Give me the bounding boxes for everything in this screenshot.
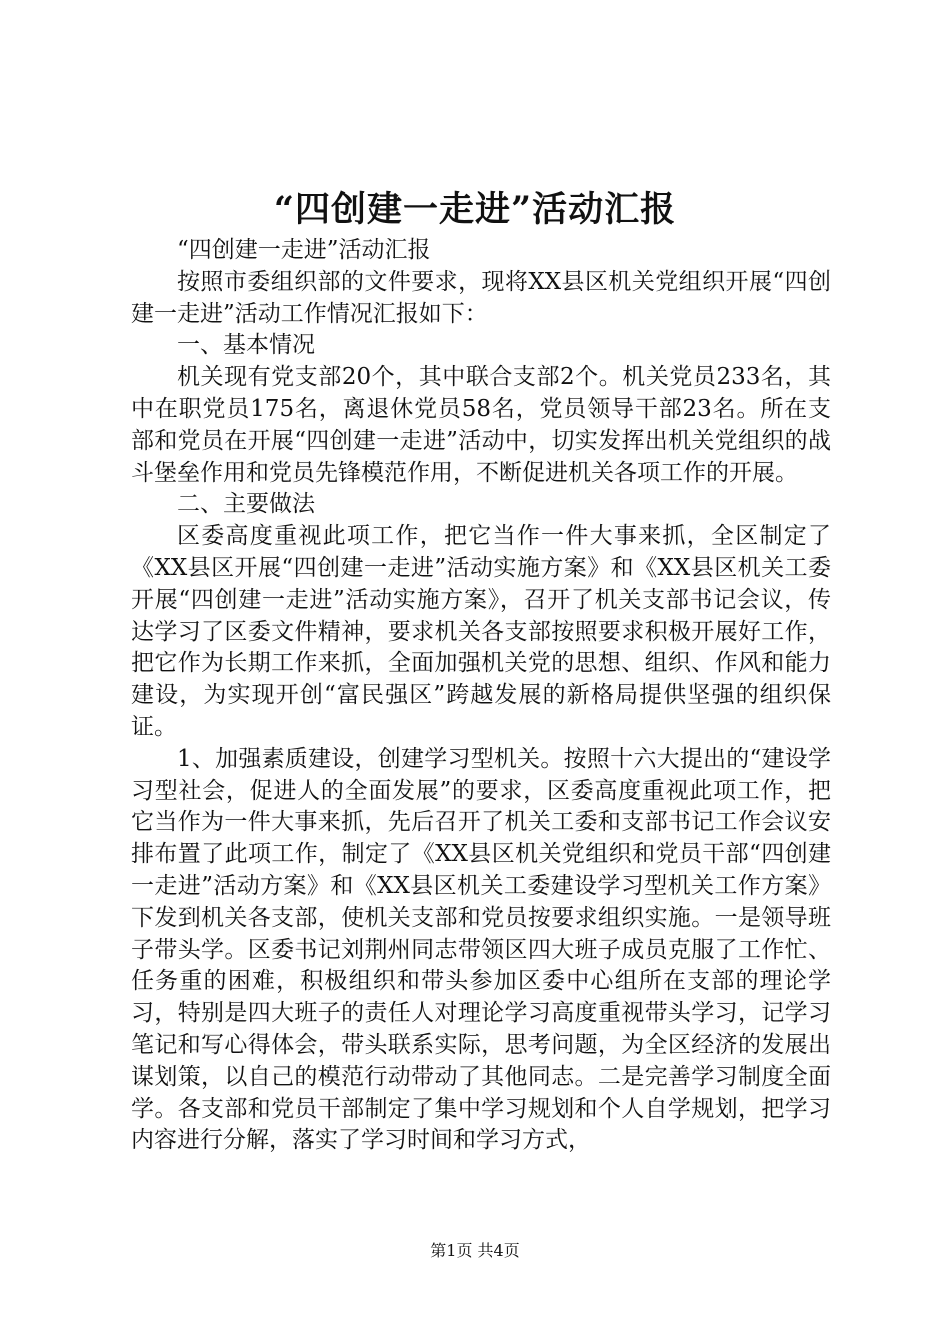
page-number-footer: 第1页 共4页 (430, 1241, 520, 1260)
section-heading-basic: 一、基本情况 (177, 332, 315, 359)
paragraph-methods: 区委高度重视此项工作，把它当作一件大事来抓，全区制定了《XX县区开展“四创建一走进”活动实施方案》和《XX县区机关工委开展“四创建一走进”活动实施方案》，召开了机关支部书记会议，传达学习了区委文件精神，要求机关各支部按照要求积极开展好工作，把它作为长期工作来抓，全面加强机关党的思想、组织、作风和能力建设，为实现开创“富民强区”跨越发展的新格局提供坚强的组织保证。 (131, 523, 831, 740)
paragraph-subtitle: “四创建一走进”活动汇报 (177, 237, 431, 263)
document-body (131, 235, 831, 1157)
paragraph-intro: 按照市委组织部的文件要求，现将XX县区机关党组织开展“四创建一走进”活动工作情况汇报如下： (131, 268, 831, 327)
section-heading-methods: 二、主要做法 (177, 491, 315, 518)
paragraph-item-1: 1、加强素质建设，创建学习型机关。按照十六大提出的“建设学习型社会，促进人的全面发展”的要求，区委高度重视此项工作，把它当作为一件大事来抓，先后召开了机关工委和支部书记工作会议安排布置了此项工作，制定了《XX县区机关党组织和党员干部“四创建一走进”活动方案》和《XX县区机关工委建设学习型机关工作方案》下发到机关各支部，使机关支部和党员按要求组织实施。一是领导班子带头学。区委书记刘荆州同志带领区四大班子成员克服了工作忙、任务重的困难，积极组织和带头参加区委中心组所在支部的理论学习，特别是四大班子的责任人对理论学习高度重视带头学习，记学习笔记和写心得体会，带头联系实际，思考问题，为全区经济的发展出谋划策，以自己的模范行动带动了其他同志。二是完善学习制度全面学。各支部和党员干部制定了集中学习规划和个人自学规划，把学习内容进行分解，落实了学习时间和学习方式， (131, 745, 831, 1154)
document-title: “四创建一走进”活动汇报 (273, 189, 677, 230)
paragraph-basic-situation: 机关现有党支部20个，其中联合支部2个。机关党员233名，其中在职党员175名，离退休党员58名，党员领导干部23名。所在支部和党员在开展“四创建一走进”活动中，切实发挥出机关党组织的战斗堡垒作用和党员先锋模范作用，不断促进机关各项工作的开展。 (131, 364, 831, 486)
